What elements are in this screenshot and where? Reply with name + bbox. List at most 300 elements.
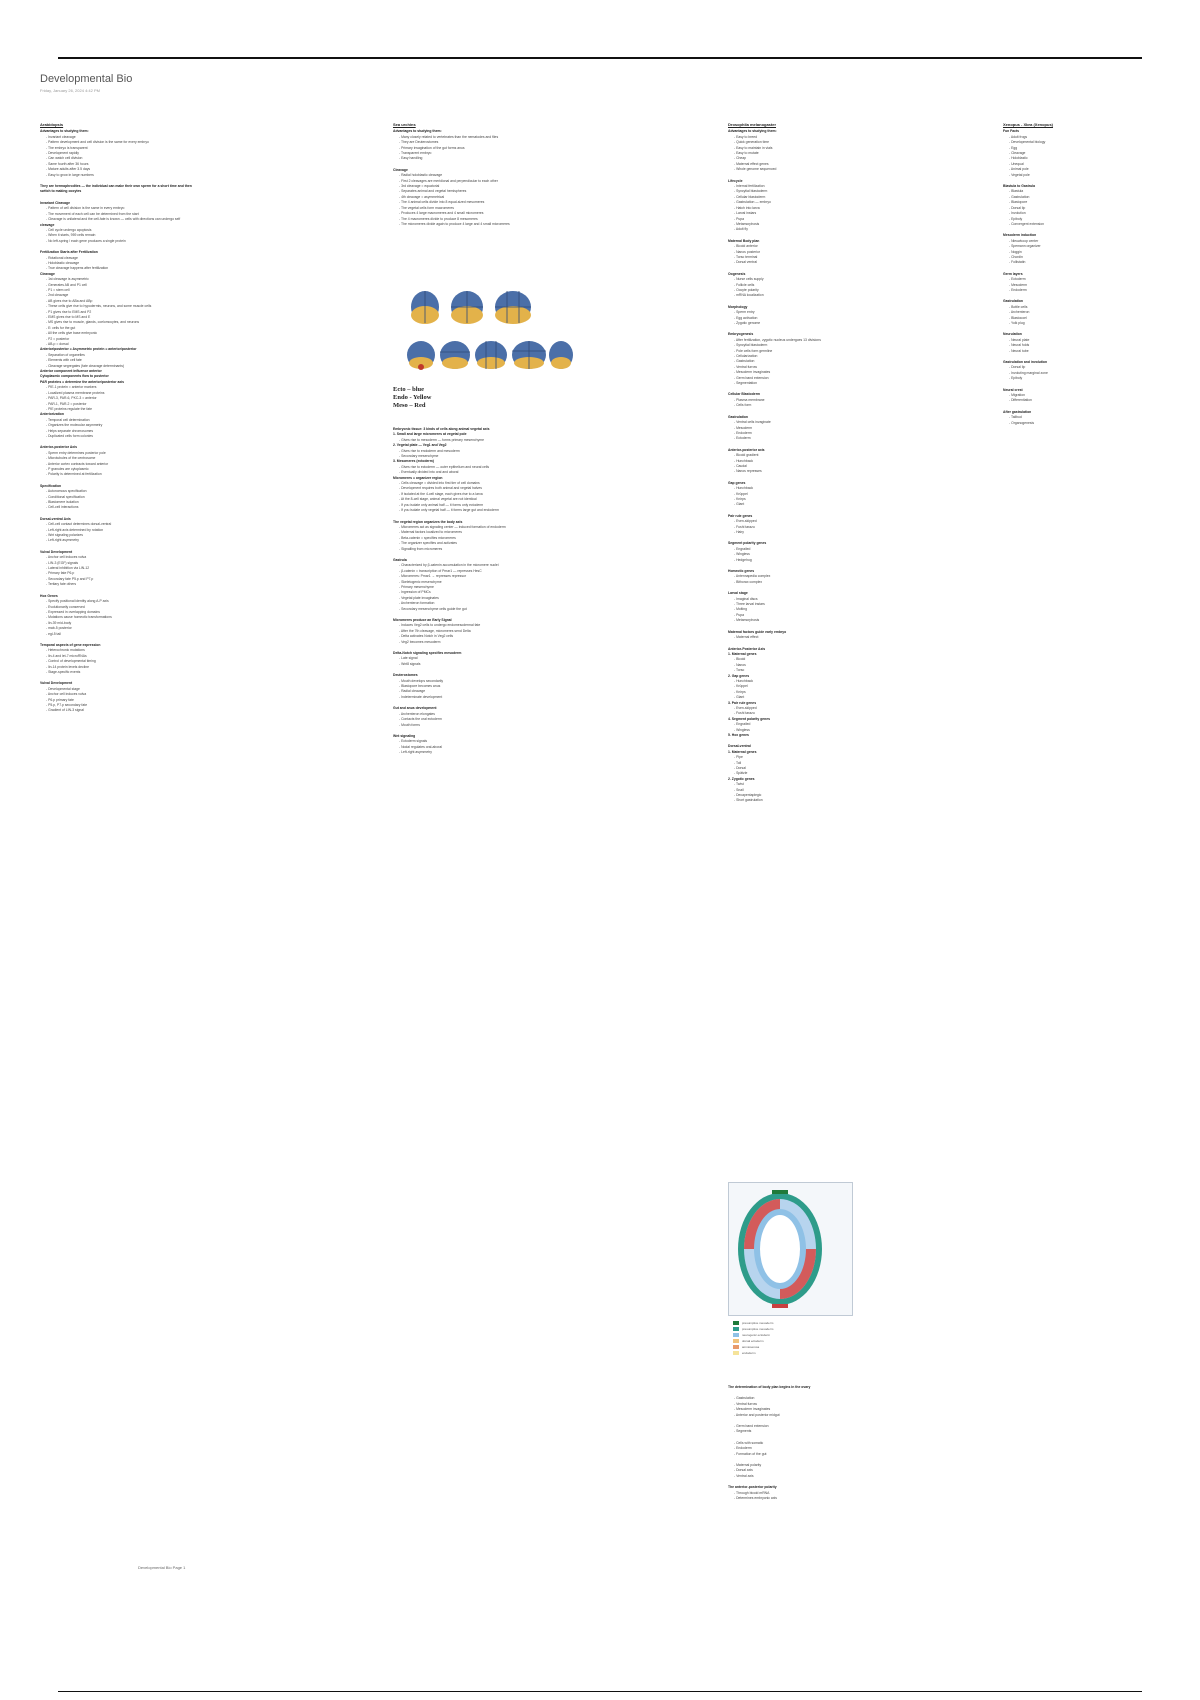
column-lines (1003, 129, 1199, 426)
note-line: Embryonic tissue: 3 kinds of cells along animal vegetal axis (393, 427, 490, 431)
note-line: Dorsal-ventral (728, 744, 751, 749)
note-line: - Torso terminal (734, 254, 758, 259)
bottom-rule (58, 1691, 1142, 1692)
note-line: Anteriorization (40, 412, 64, 417)
note-line: - Cell cycle undergo apoptosis (46, 227, 92, 232)
note-line: Anterior-Posterior Axis (728, 646, 766, 651)
note-line: - Temporal cell determination (46, 417, 90, 422)
notes-column-3-continued (728, 1385, 1018, 1502)
note-line: Gastrula (393, 557, 407, 562)
note-line: - Pupa (734, 216, 744, 221)
note-line: Gastrulation and involution (1003, 360, 1048, 365)
note-line: - Tailbud (1009, 415, 1022, 420)
note-line: Fertilization Starts after Fertilization (40, 250, 98, 255)
note-line: - egl-5 tail (46, 631, 61, 636)
note-line: cleavage (40, 222, 55, 227)
note-line: - lin-14 protein levels decline (46, 664, 89, 669)
note-line: - Helps separate chromosomes (46, 428, 94, 433)
note-line: - P5.p, P7.p secondary fate (46, 703, 88, 707)
note-line: - Rotational cleavage (46, 255, 78, 260)
note-line: - Epiboly (1009, 376, 1023, 381)
key-item: endoderm (733, 1350, 823, 1356)
note-line: - True cleavage happens after fertilization (46, 266, 109, 271)
note-line: - Migration (1009, 393, 1026, 398)
note-line: - Three larval instars (734, 602, 765, 607)
note-line: - Segmentation (734, 381, 757, 386)
note-line: - Mesoderm invaginates (734, 370, 771, 375)
note-line: - Ventral furrow (734, 364, 757, 369)
note-line: - Involution (1009, 211, 1026, 216)
note-line: 3. Mesomeres (ectoderm) (393, 459, 434, 464)
note-line: - mab-5 posterior (46, 626, 72, 631)
note-line: Gut and anus development (393, 706, 437, 711)
note-line: - Fushi tarazu (734, 711, 755, 716)
note-line: - Produces 4 large macromeres and 4 small micromeres (399, 211, 484, 216)
note-line: - Delta activates Notch in Veg2 cells (399, 634, 454, 639)
note-line: - Gives rise to mesoderm — forms primary mesenchyme (399, 437, 484, 442)
note-line: - Chordin (1009, 254, 1023, 259)
note-line: - Beta-catenin = specifies micromeres (399, 535, 456, 540)
note-line: - Cheap (734, 156, 747, 161)
column-heading: Drosophila melanogaster (728, 122, 777, 127)
note-line: - Radial cleavage (399, 689, 426, 694)
note-line: - Organogenesis (1009, 420, 1035, 425)
top-rule (58, 57, 1142, 59)
notes-column-2 (393, 122, 693, 227)
note-line: - Bicoid gradient (734, 453, 759, 458)
note-line: - Left-right asymmetry (399, 750, 432, 755)
note-line: - Easy to grow in large numbers (46, 172, 94, 177)
note-line: - MS gives rise to muscle, glands, coelomocytes, and neurons (46, 320, 140, 325)
note-line: - 2nd cleavage (46, 293, 69, 298)
note-line: - Anterior cortex contracts toward anterior (46, 461, 109, 466)
note-line: - Gastrulation — embryo (734, 200, 771, 205)
page-footer: Developmental Bio Page 1 (138, 1565, 186, 1570)
note-line: - Molting (734, 607, 748, 612)
embryo-top-row (411, 291, 531, 324)
note-line: PAR proteins = determine the anterior/posterior axis (40, 379, 125, 384)
note-line: - Hairy (734, 530, 744, 534)
note-line: - Easy to maintain in vials (734, 145, 773, 150)
note-line: - When it starts, 959 cells remain (46, 233, 96, 238)
note-line: - If you isolate only animal half — it forms only ectoderm (399, 502, 484, 507)
note-line: - The 4 macromeres divide to produce 8 mesomeres (399, 216, 478, 221)
note-line: - If you isolate only vegetal half — it forms large gut and endoderm (399, 508, 499, 513)
note-line: - 3rd cleavage = equatorial (399, 184, 440, 189)
note-line: - Bicoid anterior (734, 244, 758, 249)
note-line: - P2 = posterior (46, 336, 70, 341)
note-line: - Indeterminate development (399, 694, 443, 699)
note-line: - Even-skipped (734, 519, 757, 524)
note-line: - If isolated at the 4-cell stage, each gives rise to a larva (399, 491, 483, 496)
note-line: - Skeletogenic mesenchyme (399, 579, 442, 584)
note-line: - Cellularization (734, 354, 758, 359)
note-line: Wnt signaling (393, 733, 416, 738)
note-line: Delta-Notch signaling specifies mesoderm (393, 651, 462, 656)
note-line: Neural crest (1003, 387, 1023, 392)
note-line: - Wnt signaling polarizes (46, 533, 83, 538)
note-line: - Blastopore (1009, 200, 1028, 205)
note-line: - Neural plate (1009, 337, 1030, 342)
note-line: Blastula to Gastrula (1003, 184, 1036, 189)
note-line: - Organizes the molecular asymmetry (46, 423, 103, 428)
note-line: - Syncytial blastoderm (734, 189, 768, 194)
note-line: - Archenteron formation (399, 601, 435, 606)
note-line: Deuterostomes (393, 673, 418, 678)
note-line: - Adult frogs (1009, 134, 1028, 139)
note-line: Cytoplasmic components flow to posterior (40, 374, 109, 379)
notes-column-4 (1003, 122, 1199, 426)
note-line: - LIN-3 (EGF) signals (46, 560, 79, 565)
note-line: - Anterior and posterior midgut (734, 1412, 780, 1417)
note-line: - Separation of organelles (46, 352, 85, 357)
note-line: - Holoblastic (1009, 156, 1028, 161)
note-line: - Even-skipped (734, 705, 757, 710)
note-line: - Engrailed (734, 722, 751, 727)
note-line: - Secondary mesenchyme cells guide the gut (399, 606, 467, 611)
note-line: - Oocyte polarity (734, 287, 759, 292)
note-line: - Heterochronic mutations (46, 648, 85, 653)
note-line: - Syncytial blastoderm (734, 343, 768, 348)
note-line: - Dorsal lip (1009, 365, 1026, 370)
note-line: - Plasma membrane (734, 397, 765, 402)
note-line: - AB gives rise to ABa and ABp (46, 298, 93, 303)
note-line: 2. Vegetal plate — Veg1 and Veg2 (393, 443, 447, 448)
note-line: - Giant (734, 695, 745, 700)
note-line: - Secondary fate P5.p and P7.p (46, 576, 94, 581)
note-line: - Pupa (734, 612, 744, 617)
note-line: Advantages to studying them: (393, 129, 442, 134)
note-line: - Veg2 becomes mesoderm (399, 639, 441, 644)
note-line: - Determines embryonic axis (734, 1496, 777, 1501)
note-line: - Vegetal pole (1009, 172, 1030, 177)
note-line: - Micromeres: Pmar1 → represses repressor (399, 574, 467, 579)
note-line: - Induces Veg2 cells to undergo endomesodermal fate (399, 623, 481, 628)
note-line: - Contacts the oral ectoderm (399, 717, 442, 722)
note-line: - Ventral axis (734, 1473, 754, 1478)
note-line: - Hedgehog (734, 557, 752, 562)
note-line: - Tertiary fate others (46, 582, 77, 587)
note-line: - Cleavage is unilateral and the cell-fate is known — cells with directions can undergo self (46, 217, 181, 222)
note-line: Maternal factors guide early embryo (728, 629, 787, 634)
note-line: 4. Segment polarity genes (728, 716, 771, 721)
note-line: - Maternal polarity (734, 1463, 762, 1468)
note-line: - Whole genome sequenced (734, 167, 777, 172)
legend-endo: Endo - Yellow (393, 394, 432, 401)
note-line: - Ventral furrow (734, 1401, 757, 1406)
note-line: 2. Zygotic genes (728, 776, 755, 781)
note-line: - Characterized by β-catenin accumulation in the micromere nuclei (399, 563, 499, 568)
note-line: - Control of developmental timing (46, 659, 96, 664)
note-line: - Segments (734, 1429, 752, 1434)
note-line: - Nurse cells supply (734, 277, 764, 282)
note-line: Gastrulation (728, 414, 748, 419)
note-line: - Invariant cleavage (46, 134, 76, 139)
note-line: Germ layers (1003, 271, 1023, 276)
note-line: - lin-4 and let-7 microRNAs (46, 653, 87, 658)
note-line: - Decapentaplegic (734, 793, 762, 798)
note-line: - Developmental biology (1009, 140, 1046, 145)
note-line: - P1 = stem cell (46, 287, 70, 292)
note-line: - Germ band extension (734, 375, 769, 380)
note-line: - Gives rise to endoderm and mesoderm (399, 448, 460, 453)
note-line: - Wnt8 signals (399, 661, 421, 666)
note-line: - Expressed in overlapping domains (46, 609, 100, 614)
note-line: - Easy handling (399, 156, 423, 161)
note-line: - Development rapidly (46, 151, 79, 156)
note-line: - The vegetal cells form macromeres (399, 205, 454, 210)
note-line: - No left-spring / each gene produces a single protein (46, 238, 126, 243)
note-line: Vulval Development (40, 681, 73, 686)
note-line: - Generates AB and P1 cell (46, 282, 87, 287)
note-line: Micromeres produce an Early Signal (393, 618, 452, 622)
note-line: - Ectoderm (734, 436, 751, 441)
note-line: 2. Gap genes (728, 673, 750, 678)
note-line: - Anchor cell induces vulva (46, 555, 87, 560)
note-line: 5. Hox genes (728, 733, 749, 737)
note-line: Oogenesis (728, 271, 746, 276)
note-line: - Bottle cells (1009, 304, 1028, 309)
note-line: - Ectoderm signals (399, 739, 428, 744)
note-line: They are hermaphrodites — the individual can make their own sperm for a short time and then (40, 184, 192, 189)
note-line: Gap genes (728, 480, 746, 485)
note-line: - PIE-1 protein = anterior markers (46, 385, 97, 390)
note-line: - Micromeres act as signaling center — induced formation of endoderm (399, 524, 506, 529)
legend-meso: Meso – Red (393, 402, 426, 409)
note-line: - Ingression of PMCs (399, 590, 431, 595)
note-line: - Metamorphosis (734, 618, 760, 623)
note-line: - Animal pole (1009, 167, 1029, 172)
notes-column-1 (40, 122, 340, 714)
fate-map-key (733, 1320, 823, 1356)
note-line: - lin-39 mid-body (46, 620, 72, 625)
note-line: Invariant Cleavage (40, 200, 70, 205)
note-line: Segment polarity genes (728, 541, 767, 546)
note-line: 1. Maternal genes (728, 651, 757, 656)
note-line: - Radial holoblastic cleavage (399, 173, 443, 178)
note-line: - All the cells give base embryonic (46, 331, 98, 336)
note-line: - Dorsal axis (734, 1468, 753, 1473)
note-line: - Convergent extension (1009, 221, 1045, 226)
note-line: - Stage-specific events (46, 669, 81, 674)
note-line: - Giant (734, 502, 745, 507)
note-line: - P granules are cytoplasmic (46, 466, 89, 471)
note-line: Anterior-posterior axis (728, 447, 765, 452)
note-line: Advantages to studying them: (40, 129, 89, 134)
note-line: - Nanos represses (734, 469, 762, 474)
note-line: - 4th cleavage = asymmetrical (399, 194, 445, 199)
column-lines (728, 129, 1018, 803)
note-line: - Maternal factors localized to micromeres (399, 530, 462, 535)
note-line: - Knirps (734, 689, 746, 694)
note-line: - Involuting marginal zone (1009, 370, 1048, 375)
note-line: - 1st cleavage is asymmetric (46, 277, 89, 282)
note-line: - Autonomous specification (46, 489, 87, 494)
note-line: - P6.p primary fate (46, 697, 74, 702)
note-line: - Mouth forms (399, 722, 420, 727)
note-line: - Many closely related to vertebrates than the nematodes and flies (399, 134, 499, 139)
note-line: - Cell-cell contact determines dorsal-ventral (46, 522, 112, 527)
note-line: - Through bicoid mRNA (734, 1490, 770, 1495)
note-line: - Egg activation (734, 315, 758, 320)
note-line: - Left-right axis determined by rotation (46, 527, 104, 532)
note-line: 3. Pair rule genes (728, 700, 757, 705)
note-line: - Archenteron (1009, 310, 1030, 315)
note-line: - β-catenin = transcription of Pmar1 — represses HesC (399, 568, 482, 573)
note-line: - Antennapedia complex (734, 574, 771, 579)
note-line: - Specify positional identity along A-P axis (46, 599, 109, 604)
key-item: neurogenic ectoderm (733, 1332, 823, 1338)
note-line: - Pattern development and cell division is the same for every embryo (46, 140, 149, 145)
note-line: Homeotic genes (728, 569, 755, 574)
note-line: - Hunchback (734, 458, 754, 463)
note-line: - Endoderm (1009, 287, 1027, 292)
note-line: 1. Maternal genes (728, 749, 757, 754)
note-line: - These cells give rise to hypodermis, neurons, and some muscle cells (46, 304, 152, 309)
note-line: - Wingless (734, 727, 750, 732)
note-line: Maternal Body plan (728, 238, 760, 243)
note-line: - Transparent embryo (399, 151, 432, 156)
note-line: - Neural tube (1009, 348, 1029, 353)
note-line: switch to making oocytes (40, 189, 82, 194)
note-line: - Pole cells form germline (734, 348, 773, 353)
note-line: - Metamorphosis (734, 221, 760, 226)
note-line: - They are Deuterostomes (399, 140, 439, 145)
note-line: 1. Small and large micromeres at vegetal pole (393, 432, 467, 437)
note-line: - Noggin (1009, 249, 1022, 254)
note-line: - Internal fertilization (734, 184, 765, 189)
germ-layer-legend (393, 386, 431, 410)
note-line: - mRNA localization (734, 293, 764, 298)
note-line: - E: cells for the gut (46, 325, 76, 330)
note-line: - Easy to breed (734, 134, 757, 139)
note-line: - Separates animal and vegetal hemispheres (399, 189, 467, 194)
note-line: Cellular Blastoderm (728, 392, 761, 397)
note-line: - Nodal regulates oral-aboral (399, 744, 442, 749)
note-line: Anterior/posterior = Asymmetric protein = anterior/posterior (40, 347, 137, 352)
note-line: - Yolk plug (1009, 321, 1025, 325)
note-line: - Maternal effect (734, 635, 759, 640)
note-line: - Cells with somatic (734, 1440, 764, 1445)
note-line: - PAR-1, PAR-2 = posterior (46, 401, 87, 406)
embryo-cleavage-figure (405, 277, 575, 382)
note-line: - Mesoderm invaginates (734, 1407, 771, 1412)
note-line: - Holoblastic cleavage (46, 260, 80, 265)
note-line: - Maternal effect genes (734, 161, 769, 166)
note-line: - Localized plasma membrane proteins (46, 390, 105, 395)
note-line: - Larval instars (734, 211, 757, 216)
note-line: Vulval Development (40, 549, 73, 554)
note-line: - The micromeres divide again to produce 4 large and 4 small micromeres (399, 221, 510, 226)
note-line: - First 2 cleavages are meridional and perpendicular to each other (399, 178, 498, 183)
notes-column-2-continued (393, 427, 693, 756)
key-item: presumptive mesoderm (733, 1326, 823, 1332)
note-line: - Torso (734, 668, 745, 673)
note-line: - Formation of the gut (734, 1451, 767, 1456)
note-line: Anterior component influence anterior (40, 369, 102, 374)
note-line: - PAR-3, PAR-6, PKC-3 = anterior (46, 396, 97, 401)
note-line: The anterior-posterior polarity (728, 1485, 777, 1490)
note-line: The vegetal region organizes the body axis (393, 519, 463, 524)
note-line: - Mouth develops secondarily (399, 678, 444, 683)
note-line: - Same fourth after 36 hours (46, 161, 89, 166)
note-line: Fun Facts (1003, 129, 1020, 134)
note-line: - Twist (734, 782, 744, 787)
note-line: - Signalling from micromeres (399, 546, 443, 551)
note-line: - Primary mesenchyme (399, 584, 434, 589)
legend-ecto: Ecto – blue (393, 386, 425, 393)
note-line: - Zygotic genome (734, 321, 761, 325)
note-line: - Mesoderm (1009, 282, 1028, 287)
note-line: - Bicoid (734, 657, 746, 662)
note-line: - Caudal (734, 463, 747, 468)
note-line: - Spemann organizer (1009, 244, 1041, 249)
note-line: - Imaginal discs (734, 596, 758, 601)
note-line: - Elements with cell fate (46, 358, 82, 363)
note-line: - EMS gives rise to MS and E (46, 315, 91, 319)
note-line: - Cell-cell interactions (46, 505, 79, 510)
note-line: Morphology (728, 304, 748, 309)
note-line: - Engrailed (734, 546, 751, 551)
note-line: - Cells cleavage = divided into first tier of cell domains (399, 481, 480, 486)
note-line: - Sperm entry (734, 310, 755, 315)
embryo-bottom-row (407, 341, 573, 370)
note-line: Neurulation (1003, 332, 1022, 337)
note-line: - Dorsal (734, 766, 746, 771)
note-line: - Blastomere isolation (46, 500, 79, 504)
note-line: - Microtubules of the centrosome (46, 456, 96, 461)
note-line: Dorsal-ventral Axis (40, 516, 71, 521)
note-line: - Snail (734, 787, 744, 792)
note-line: - Development requires both animal and vegetal halves (399, 486, 482, 491)
note-line: - Ectoderm (1009, 277, 1026, 282)
fate-map-figure (728, 1182, 853, 1316)
note-line: - Wingless (734, 552, 750, 557)
note-line: - Egg (1009, 145, 1018, 150)
note-line: - Cleavage (1009, 151, 1026, 156)
note-line: - Germ band extension (734, 1424, 769, 1429)
note-line: - Hatch into larva (734, 205, 760, 210)
note-line: Hox Genes (40, 593, 58, 598)
note-line: Lifecycle (728, 178, 743, 183)
note-line: - The 4 animal cells divide into 8 equal-sized mesomeres (399, 200, 485, 205)
note-line: - Dorsal lip (1009, 205, 1026, 210)
note-line: - Knirps (734, 496, 746, 501)
note-line: - Follicle cells (734, 282, 755, 287)
note-line: - Primary fate P6.p (46, 571, 75, 576)
note-line: - Blastocoel (1009, 315, 1027, 320)
note-line: - Krüppel (734, 491, 748, 496)
note-line: - Toll (734, 760, 742, 765)
note-line: - Dorsal ventral (734, 260, 757, 265)
note-line: - Can watch cell division (46, 156, 83, 161)
note-line: - After fertilization, zygotic nucleus undergoes 13 divisions (734, 337, 821, 342)
note-line: - Endoderm (734, 1446, 752, 1451)
note-line: - Pattern of cell division is the same in every embryo (46, 206, 125, 211)
note-line: - Bithorax complex (734, 579, 763, 584)
note-line: - Blastula (1009, 189, 1024, 194)
note-line: - Left-right asymmetry (46, 538, 79, 543)
note-line: - Neural folds (1009, 343, 1030, 348)
note-line: - Cellular blastoderm (734, 194, 766, 199)
note-line: After gastrulation (1003, 409, 1032, 414)
note-line: Cleavage (40, 271, 55, 276)
note-line: - Mature adults after 3.5 days (46, 167, 91, 172)
note-line: Anterior-posterior Axis (40, 445, 77, 450)
note-line: The determination of body plan begins in the ovary (728, 1385, 811, 1389)
note-line: - Adult fly (734, 227, 748, 232)
note-line: Pair rule genes (728, 513, 753, 518)
